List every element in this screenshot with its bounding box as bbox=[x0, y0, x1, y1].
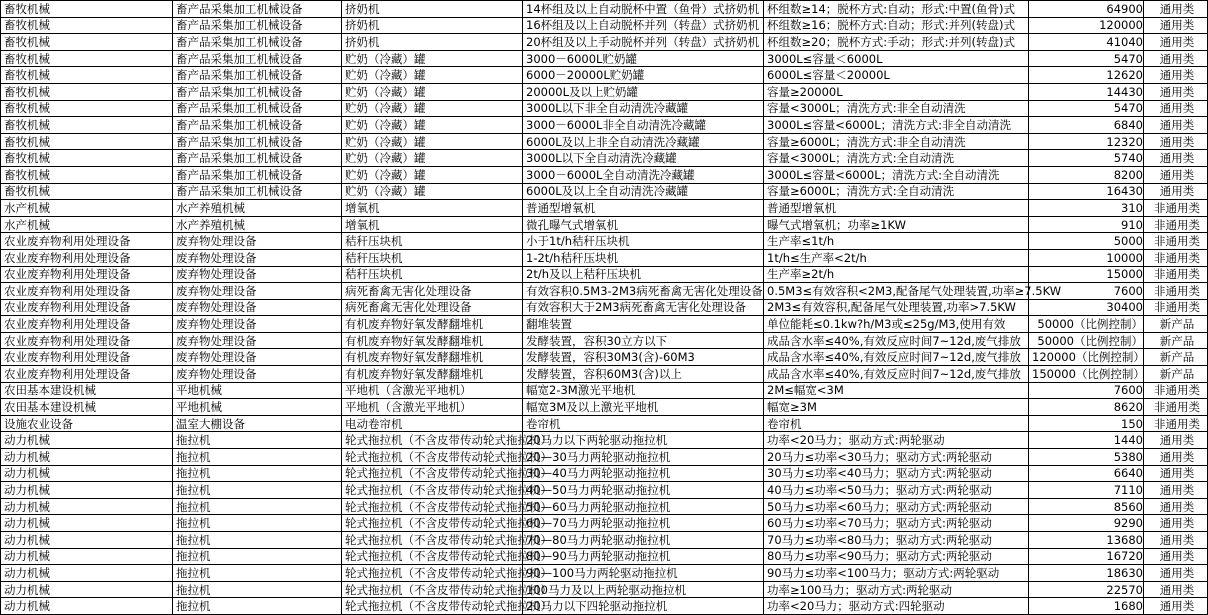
spec-cell[interactable]: 生产率≥2t/h bbox=[764, 266, 1029, 283]
class-cell[interactable]: 通用类 bbox=[1144, 50, 1208, 67]
grade-cell[interactable]: 3000L以下非全自动清洗冷藏罐 bbox=[523, 100, 764, 117]
class-cell[interactable]: 通用类 bbox=[1144, 581, 1208, 598]
class-cell[interactable]: 非通用类 bbox=[1144, 216, 1208, 233]
grade-cell[interactable]: 1-2t/h秸秆压块机 bbox=[523, 249, 764, 266]
class-cell[interactable]: 通用类 bbox=[1144, 548, 1208, 565]
spec-cell[interactable]: 普通型增氧机 bbox=[764, 200, 1029, 217]
spec-cell[interactable]: 容量≥6000L；清洗方式:非全自动清洗 bbox=[764, 133, 1029, 150]
item-cell[interactable]: 有机废弃物好氧发酵翻堆机 bbox=[342, 366, 523, 383]
subcategory-cell[interactable]: 畜产品采集加工机械设备 bbox=[173, 67, 342, 84]
category-cell[interactable]: 畜牧机械 bbox=[1, 67, 173, 84]
subcategory-cell[interactable]: 拖拉机 bbox=[173, 548, 342, 565]
item-cell[interactable]: 电动卷帘机 bbox=[342, 415, 523, 432]
item-cell[interactable]: 挤奶机 bbox=[342, 17, 523, 34]
amount-cell[interactable]: 8620 bbox=[1029, 399, 1144, 416]
table-row bbox=[1, 316, 1208, 333]
amount-cell[interactable]: 5740 bbox=[1029, 150, 1144, 167]
amount-cell[interactable]: 8200 bbox=[1029, 166, 1144, 183]
subcategory-cell[interactable]: 畜产品采集加工机械设备 bbox=[173, 50, 342, 67]
table-row bbox=[1, 1, 1208, 18]
subcategory-cell[interactable]: 水产养殖机械 bbox=[173, 200, 342, 217]
table-row bbox=[1, 382, 1208, 399]
item-cell[interactable]: 贮奶（冷藏）罐 bbox=[342, 150, 523, 167]
amount-cell[interactable]: 18630 bbox=[1029, 565, 1144, 582]
item-cell[interactable]: 增氧机 bbox=[342, 216, 523, 233]
class-cell[interactable]: 通用类 bbox=[1144, 449, 1208, 466]
category-cell[interactable]: 动力机械 bbox=[1, 449, 173, 466]
grade-cell[interactable]: 幅宽2-3M激光平地机 bbox=[523, 382, 764, 399]
spec-cell[interactable]: 90马力≤功率<100马力；驱动方式:两轮驱动 bbox=[764, 565, 1029, 582]
amount-cell[interactable]: 310 bbox=[1029, 200, 1144, 217]
item-cell[interactable]: 贮奶（冷藏）罐 bbox=[342, 133, 523, 150]
subcategory-cell[interactable]: 拖拉机 bbox=[173, 498, 342, 515]
spec-cell[interactable]: 3000L≤容量<6000L；清洗方式:全自动清洗 bbox=[764, 166, 1029, 183]
class-cell[interactable]: 通用类 bbox=[1144, 465, 1208, 482]
grade-cell[interactable]: 3000L以下全自动清洗冷藏罐 bbox=[523, 150, 764, 167]
item-cell[interactable]: 有机废弃物好氧发酵翻堆机 bbox=[342, 349, 523, 366]
category-cell[interactable]: 畜牧机械 bbox=[1, 100, 173, 117]
spec-cell[interactable]: 50马力≤功率<60马力；驱动方式:两轮驱动 bbox=[764, 498, 1029, 515]
category-cell[interactable]: 畜牧机械 bbox=[1, 50, 173, 67]
grade-cell[interactable]: 3000－6000L全自动清洗冷藏罐 bbox=[523, 166, 764, 183]
category-cell[interactable]: 动力机械 bbox=[1, 598, 173, 615]
amount-cell[interactable]: 12620 bbox=[1029, 67, 1144, 84]
grade-cell[interactable]: 发酵装置，容积30立方以下 bbox=[523, 332, 764, 349]
subcategory-cell[interactable]: 废弃物处理设备 bbox=[173, 299, 342, 316]
grade-cell[interactable]: 50—60马力两轮驱动拖拉机 bbox=[523, 498, 764, 515]
class-cell[interactable]: 新产品 bbox=[1144, 366, 1208, 383]
class-cell[interactable]: 非通用类 bbox=[1144, 283, 1208, 300]
spec-cell[interactable]: 功率<20马力；驱动方式:两轮驱动 bbox=[764, 432, 1029, 449]
class-cell[interactable]: 通用类 bbox=[1144, 498, 1208, 515]
grade-cell[interactable]: 20马力以下两轮驱动拖拉机 bbox=[523, 432, 764, 449]
grade-cell[interactable]: 卷帘机 bbox=[523, 415, 764, 432]
grade-cell[interactable]: 翻堆装置 bbox=[523, 316, 764, 333]
category-cell[interactable]: 农业废弃物利用处理设备 bbox=[1, 316, 173, 333]
subcategory-cell[interactable]: 废弃物处理设备 bbox=[173, 316, 342, 333]
spec-cell[interactable]: 40马力≤功率<50马力；驱动方式:两轮驱动 bbox=[764, 482, 1029, 499]
category-cell[interactable]: 农业废弃物利用处理设备 bbox=[1, 233, 173, 250]
table-row bbox=[1, 581, 1208, 598]
category-cell[interactable]: 动力机械 bbox=[1, 498, 173, 515]
item-cell[interactable]: 平地机（含激光平地机） bbox=[342, 382, 523, 399]
amount-cell[interactable]: 12320 bbox=[1029, 133, 1144, 150]
subcategory-cell[interactable]: 畜产品采集加工机械设备 bbox=[173, 183, 342, 200]
amount-cell[interactable]: 5380 bbox=[1029, 449, 1144, 466]
item-cell[interactable]: 轮式拖拉机（不含皮带传动轮式拖拉机） bbox=[342, 515, 523, 532]
class-cell[interactable]: 非通用类 bbox=[1144, 299, 1208, 316]
item-cell[interactable]: 轮式拖拉机（不含皮带传动轮式拖拉机） bbox=[342, 482, 523, 499]
category-cell[interactable]: 畜牧机械 bbox=[1, 34, 173, 51]
table-row bbox=[1, 399, 1208, 416]
grade-cell[interactable]: 16杯组及以上自动脱杯并列（转盘）式挤奶机 bbox=[523, 17, 764, 34]
amount-cell[interactable]: 150 bbox=[1029, 415, 1144, 432]
spec-cell[interactable]: 3000L≤容量＜6000L bbox=[764, 50, 1029, 67]
class-cell[interactable]: 通用类 bbox=[1144, 67, 1208, 84]
grade-cell[interactable]: 90—100马力两轮驱动拖拉机 bbox=[523, 565, 764, 582]
item-cell[interactable]: 病死畜禽无害化处理设备 bbox=[342, 299, 523, 316]
item-cell[interactable]: 贮奶（冷藏）罐 bbox=[342, 166, 523, 183]
table-row bbox=[1, 133, 1208, 150]
subcategory-cell[interactable]: 畜产品采集加工机械设备 bbox=[173, 150, 342, 167]
subcategory-cell[interactable]: 畜产品采集加工机械设备 bbox=[173, 166, 342, 183]
spec-cell[interactable]: 2M≤幅宽<3M bbox=[764, 382, 1029, 399]
item-cell[interactable]: 有机废弃物好氧发酵翻堆机 bbox=[342, 332, 523, 349]
item-cell[interactable]: 有机废弃物好氧发酵翻堆机 bbox=[342, 316, 523, 333]
category-cell[interactable]: 动力机械 bbox=[1, 482, 173, 499]
class-cell[interactable]: 非通用类 bbox=[1144, 399, 1208, 416]
class-cell[interactable]: 非通用类 bbox=[1144, 415, 1208, 432]
grade-cell[interactable]: 30—40马力两轮驱动拖拉机 bbox=[523, 465, 764, 482]
amount-cell[interactable]: 8560 bbox=[1029, 498, 1144, 515]
subcategory-cell[interactable]: 拖拉机 bbox=[173, 581, 342, 598]
item-cell[interactable]: 贮奶（冷藏）罐 bbox=[342, 100, 523, 117]
table-row bbox=[1, 299, 1208, 316]
grade-cell[interactable]: 80—90马力两轮驱动拖拉机 bbox=[523, 548, 764, 565]
subcategory-cell[interactable]: 平地机械 bbox=[173, 382, 342, 399]
subcategory-cell[interactable]: 废弃物处理设备 bbox=[173, 283, 342, 300]
amount-cell[interactable]: 13680 bbox=[1029, 532, 1144, 549]
amount-cell[interactable]: 15000 bbox=[1029, 266, 1144, 283]
amount-cell[interactable]: 64900 bbox=[1029, 1, 1144, 18]
spec-cell[interactable]: 容量≥20000L bbox=[764, 83, 1029, 100]
category-cell[interactable]: 畜牧机械 bbox=[1, 83, 173, 100]
category-cell[interactable]: 动力机械 bbox=[1, 548, 173, 565]
spec-cell[interactable]: 杯组数≥20；脱杯方式:手动；形式:并列(转盘)式 bbox=[764, 34, 1029, 51]
category-cell[interactable]: 水产机械 bbox=[1, 216, 173, 233]
spec-cell[interactable]: 成品含水率≤40%,有效反应时间7~12d,废气排放 bbox=[764, 366, 1029, 383]
grade-cell[interactable]: 20—30马力两轮驱动拖拉机 bbox=[523, 449, 764, 466]
grade-cell[interactable]: 20杯组及以上手动脱杯并列（转盘）式挤奶机 bbox=[523, 34, 764, 51]
table-row bbox=[1, 565, 1208, 582]
class-cell[interactable]: 通用类 bbox=[1144, 34, 1208, 51]
class-cell[interactable]: 非通用类 bbox=[1144, 382, 1208, 399]
subcategory-cell[interactable]: 废弃物处理设备 bbox=[173, 233, 342, 250]
category-cell[interactable]: 畜牧机械 bbox=[1, 133, 173, 150]
item-cell[interactable]: 轮式拖拉机（不含皮带传动轮式拖拉机） bbox=[342, 432, 523, 449]
amount-cell[interactable]: 1440 bbox=[1029, 432, 1144, 449]
category-cell[interactable]: 畜牧机械 bbox=[1, 17, 173, 34]
class-cell[interactable]: 通用类 bbox=[1144, 432, 1208, 449]
grade-cell[interactable]: 20马力以下四轮驱动拖拉机 bbox=[523, 598, 764, 615]
subcategory-cell[interactable]: 拖拉机 bbox=[173, 515, 342, 532]
table-row bbox=[1, 249, 1208, 266]
subcategory-cell[interactable]: 畜产品采集加工机械设备 bbox=[173, 117, 342, 134]
item-cell[interactable]: 贮奶（冷藏）罐 bbox=[342, 83, 523, 100]
subcategory-cell[interactable]: 温室大棚设备 bbox=[173, 415, 342, 432]
table-row bbox=[1, 465, 1208, 482]
category-cell[interactable]: 农业废弃物利用处理设备 bbox=[1, 283, 173, 300]
table-row bbox=[1, 183, 1208, 200]
item-cell[interactable]: 贮奶（冷藏）罐 bbox=[342, 183, 523, 200]
spec-cell[interactable]: 容量<3000L；清洗方式:全自动清洗 bbox=[764, 150, 1029, 167]
amount-cell[interactable]: 22570 bbox=[1029, 581, 1144, 598]
table-row bbox=[1, 449, 1208, 466]
amount-cell[interactable]: 1680 bbox=[1029, 598, 1144, 615]
grade-cell[interactable]: 70—80马力两轮驱动拖拉机 bbox=[523, 532, 764, 549]
item-cell[interactable]: 秸秆压块机 bbox=[342, 266, 523, 283]
amount-cell[interactable]: 6640 bbox=[1029, 465, 1144, 482]
spec-cell[interactable]: 容量<3000L；清洗方式:非全自动清洗 bbox=[764, 100, 1029, 117]
category-cell[interactable]: 动力机械 bbox=[1, 465, 173, 482]
category-cell[interactable]: 动力机械 bbox=[1, 581, 173, 598]
item-cell[interactable]: 轮式拖拉机（不含皮带传动轮式拖拉机） bbox=[342, 498, 523, 515]
class-cell[interactable]: 通用类 bbox=[1144, 1, 1208, 18]
item-cell[interactable]: 轮式拖拉机（不含皮带传动轮式拖拉机） bbox=[342, 548, 523, 565]
subcategory-cell[interactable]: 畜产品采集加工机械设备 bbox=[173, 17, 342, 34]
category-cell[interactable]: 设施农业设备 bbox=[1, 415, 173, 432]
item-cell[interactable]: 轮式拖拉机（不含皮带传动轮式拖拉机） bbox=[342, 532, 523, 549]
category-cell[interactable]: 动力机械 bbox=[1, 565, 173, 582]
amount-cell[interactable]: 16720 bbox=[1029, 548, 1144, 565]
item-cell[interactable]: 病死畜禽无害化处理设备 bbox=[342, 283, 523, 300]
grade-cell[interactable]: 40—50马力两轮驱动拖拉机 bbox=[523, 482, 764, 499]
table-row bbox=[1, 366, 1208, 383]
subcategory-cell[interactable]: 废弃物处理设备 bbox=[173, 249, 342, 266]
amount-cell[interactable]: 5470 bbox=[1029, 100, 1144, 117]
table-row bbox=[1, 50, 1208, 67]
item-cell[interactable]: 增氧机 bbox=[342, 200, 523, 217]
item-cell[interactable]: 贮奶（冷藏）罐 bbox=[342, 117, 523, 134]
grade-cell[interactable]: 发酵装置，容积60M3(含)以上 bbox=[523, 366, 764, 383]
amount-cell[interactable]: 50000（比例控制） bbox=[1029, 316, 1144, 333]
class-cell[interactable]: 新产品 bbox=[1144, 332, 1208, 349]
grade-cell[interactable]: 20000L及以上贮奶罐 bbox=[523, 83, 764, 100]
table-row bbox=[1, 17, 1208, 34]
amount-cell[interactable]: 7600 bbox=[1029, 283, 1144, 300]
class-cell[interactable]: 通用类 bbox=[1144, 515, 1208, 532]
spec-cell[interactable]: 成品含水率≤40%,有效反应时间7~12d,废气排放 bbox=[764, 332, 1029, 349]
spec-cell[interactable]: 生产率≤1t/h bbox=[764, 233, 1029, 250]
grade-cell[interactable]: 6000－20000L贮奶罐 bbox=[523, 67, 764, 84]
category-cell[interactable]: 农业废弃物利用处理设备 bbox=[1, 366, 173, 383]
amount-cell[interactable]: 6840 bbox=[1029, 117, 1144, 134]
spec-cell[interactable]: 30马力≤功率<40马力；驱动方式:两轮驱动 bbox=[764, 465, 1029, 482]
amount-cell[interactable]: 7110 bbox=[1029, 482, 1144, 499]
class-cell[interactable]: 新产品 bbox=[1144, 349, 1208, 366]
category-cell[interactable]: 动力机械 bbox=[1, 515, 173, 532]
item-cell[interactable]: 挤奶机 bbox=[342, 1, 523, 18]
spec-cell[interactable]: 3000L≤容量<6000L；清洗方式:非全自动清洗 bbox=[764, 117, 1029, 134]
subcategory-cell[interactable]: 畜产品采集加工机械设备 bbox=[173, 83, 342, 100]
subcategory-cell[interactable]: 废弃物处理设备 bbox=[173, 266, 342, 283]
class-cell[interactable]: 通用类 bbox=[1144, 598, 1208, 615]
table-row bbox=[1, 349, 1208, 366]
subcategory-cell[interactable]: 拖拉机 bbox=[173, 465, 342, 482]
table-row bbox=[1, 532, 1208, 549]
grade-cell[interactable]: 发酵装置，容积30M3(含)-60M3 bbox=[523, 349, 764, 366]
class-cell[interactable]: 通用类 bbox=[1144, 183, 1208, 200]
spec-cell[interactable]: 曝气式增氧机；功率≥1KW bbox=[764, 216, 1029, 233]
item-cell[interactable]: 轮式拖拉机（不含皮带传动轮式拖拉机） bbox=[342, 449, 523, 466]
category-cell[interactable]: 农业废弃物利用处理设备 bbox=[1, 249, 173, 266]
class-cell[interactable]: 非通用类 bbox=[1144, 233, 1208, 250]
subcategory-cell[interactable]: 拖拉机 bbox=[173, 565, 342, 582]
table-row bbox=[1, 482, 1208, 499]
spec-cell[interactable]: 60马力≤功率<70马力；驱动方式:两轮驱动 bbox=[764, 515, 1029, 532]
spec-cell[interactable]: 功率<20马力；驱动方式:四轮驱动 bbox=[764, 598, 1029, 615]
table-row bbox=[1, 216, 1208, 233]
amount-cell[interactable]: 9290 bbox=[1029, 515, 1144, 532]
subcategory-cell[interactable]: 拖拉机 bbox=[173, 598, 342, 615]
spec-cell[interactable]: 单位能耗≤0.1kw?h/M3或≤25g/M3,使用有效 bbox=[764, 316, 1029, 333]
amount-cell[interactable]: 41040 bbox=[1029, 34, 1144, 51]
spec-cell[interactable]: 功率≥100马力；驱动方式:两轮驱动 bbox=[764, 581, 1029, 598]
item-cell[interactable]: 秸秆压块机 bbox=[342, 233, 523, 250]
class-cell[interactable]: 通用类 bbox=[1144, 83, 1208, 100]
table-row bbox=[1, 332, 1208, 349]
item-cell[interactable]: 轮式拖拉机（不含皮带传动轮式拖拉机） bbox=[342, 598, 523, 615]
table-row bbox=[1, 166, 1208, 183]
class-cell[interactable]: 通用类 bbox=[1144, 133, 1208, 150]
subcategory-cell[interactable]: 水产养殖机械 bbox=[173, 216, 342, 233]
spec-cell[interactable]: 1t/h≤生产率<2t/h bbox=[764, 249, 1029, 266]
item-cell[interactable]: 秸秆压块机 bbox=[342, 249, 523, 266]
class-cell[interactable]: 通用类 bbox=[1144, 17, 1208, 34]
category-cell[interactable]: 动力机械 bbox=[1, 432, 173, 449]
spec-cell[interactable]: 70马力≤功率<80马力；驱动方式:两轮驱动 bbox=[764, 532, 1029, 549]
table-row bbox=[1, 200, 1208, 217]
spec-cell[interactable]: 容量≥6000L；清洗方式:全自动清洗 bbox=[764, 183, 1029, 200]
category-cell[interactable]: 动力机械 bbox=[1, 532, 173, 549]
grade-cell[interactable]: 2t/h及以上秸秆压块机 bbox=[523, 266, 764, 283]
subcategory-cell[interactable]: 废弃物处理设备 bbox=[173, 349, 342, 366]
subcategory-cell[interactable]: 畜产品采集加工机械设备 bbox=[173, 133, 342, 150]
category-cell[interactable]: 农田基本建设机械 bbox=[1, 382, 173, 399]
spec-cell[interactable]: 0.5M3≤有效容积<2M3,配备尾气处理装置,功率≥7.5KW bbox=[764, 283, 1029, 300]
class-cell[interactable]: 非通用类 bbox=[1144, 249, 1208, 266]
grade-cell[interactable]: 100马力及以上两轮驱动拖拉机 bbox=[523, 581, 764, 598]
grade-cell[interactable]: 60—70马力两轮驱动拖拉机 bbox=[523, 515, 764, 532]
class-cell[interactable]: 新产品 bbox=[1144, 316, 1208, 333]
category-cell[interactable]: 农业废弃物利用处理设备 bbox=[1, 332, 173, 349]
amount-cell[interactable]: 7600 bbox=[1029, 382, 1144, 399]
spec-cell[interactable]: 2M3≤有效容积,配备尾气处理装置,功率>7.5KW bbox=[764, 299, 1029, 316]
category-cell[interactable]: 农田基本建设机械 bbox=[1, 399, 173, 416]
class-cell[interactable]: 通用类 bbox=[1144, 150, 1208, 167]
table-row bbox=[1, 34, 1208, 51]
table-row bbox=[1, 283, 1208, 300]
grade-cell[interactable]: 微孔曝气式增氧机 bbox=[523, 216, 764, 233]
amount-cell[interactable]: 120000 bbox=[1029, 17, 1144, 34]
table-row bbox=[1, 432, 1208, 449]
class-cell[interactable]: 通用类 bbox=[1144, 117, 1208, 134]
amount-cell[interactable]: 14430 bbox=[1029, 83, 1144, 100]
amount-cell[interactable]: 5470 bbox=[1029, 50, 1144, 67]
item-cell[interactable]: 贮奶（冷藏）罐 bbox=[342, 67, 523, 84]
amount-cell[interactable]: 30400 bbox=[1029, 299, 1144, 316]
category-cell[interactable]: 水产机械 bbox=[1, 200, 173, 217]
grade-cell[interactable]: 6000L及以上非全自动清洗冷藏罐 bbox=[523, 133, 764, 150]
category-cell[interactable]: 农业废弃物利用处理设备 bbox=[1, 299, 173, 316]
grade-cell[interactable]: 普通型增氧机 bbox=[523, 200, 764, 217]
category-cell[interactable]: 农业废弃物利用处理设备 bbox=[1, 266, 173, 283]
item-cell[interactable]: 贮奶（冷藏）罐 bbox=[342, 50, 523, 67]
table-row bbox=[1, 498, 1208, 515]
subcategory-cell[interactable]: 拖拉机 bbox=[173, 449, 342, 466]
spec-cell[interactable]: 卷帘机 bbox=[764, 415, 1029, 432]
class-cell[interactable]: 非通用类 bbox=[1144, 200, 1208, 217]
table-row bbox=[1, 83, 1208, 100]
item-cell[interactable]: 轮式拖拉机（不含皮带传动轮式拖拉机） bbox=[342, 581, 523, 598]
subcategory-cell[interactable]: 拖拉机 bbox=[173, 532, 342, 549]
table-row bbox=[1, 233, 1208, 250]
subcategory-cell[interactable]: 畜产品采集加工机械设备 bbox=[173, 1, 342, 18]
category-cell[interactable]: 畜牧机械 bbox=[1, 117, 173, 134]
grade-cell[interactable]: 幅宽3M及以上激光平地机 bbox=[523, 399, 764, 416]
item-cell[interactable]: 平地机（含激光平地机） bbox=[342, 399, 523, 416]
item-cell[interactable]: 挤奶机 bbox=[342, 34, 523, 51]
grade-cell[interactable]: 14杯组及以上自动脱杯中置（鱼骨）式挤奶机 bbox=[523, 1, 764, 18]
spec-cell[interactable]: 80马力≤功率<90马力；驱动方式:两轮驱动 bbox=[764, 548, 1029, 565]
subcategory-cell[interactable]: 畜产品采集加工机械设备 bbox=[173, 100, 342, 117]
spec-cell[interactable]: 杯组数≥16；脱杯方式:自动；形式:并列(转盘)式 bbox=[764, 17, 1029, 34]
spec-cell[interactable]: 杯组数≥14；脱杯方式:自动；形式:中置(鱼骨)式 bbox=[764, 1, 1029, 18]
subcategory-cell[interactable]: 拖拉机 bbox=[173, 432, 342, 449]
class-cell[interactable]: 非通用类 bbox=[1144, 266, 1208, 283]
amount-cell[interactable]: 120000（比例控制） bbox=[1029, 349, 1144, 366]
class-cell[interactable]: 通用类 bbox=[1144, 100, 1208, 117]
class-cell[interactable]: 通用类 bbox=[1144, 532, 1208, 549]
subcategory-cell[interactable]: 畜产品采集加工机械设备 bbox=[173, 34, 342, 51]
grade-cell[interactable]: 有效容积大于2M3病死畜禽无害化处理设备 bbox=[523, 299, 764, 316]
table-row bbox=[1, 515, 1208, 532]
amount-cell[interactable]: 150000（比例控制） bbox=[1029, 366, 1144, 383]
table-row bbox=[1, 415, 1208, 432]
grade-cell[interactable]: 有效容积0.5M3-2M3病死畜禽无害化处理设备 bbox=[523, 283, 764, 300]
amount-cell[interactable]: 910 bbox=[1029, 216, 1144, 233]
subcategory-cell[interactable]: 平地机械 bbox=[173, 399, 342, 416]
table-row bbox=[1, 548, 1208, 565]
amount-cell[interactable]: 50000（比例控制） bbox=[1029, 332, 1144, 349]
table-row bbox=[1, 117, 1208, 134]
category-cell[interactable]: 农业废弃物利用处理设备 bbox=[1, 349, 173, 366]
table-row bbox=[1, 100, 1208, 117]
grade-cell[interactable]: 小于1t/h秸秆压块机 bbox=[523, 233, 764, 250]
category-cell[interactable]: 畜牧机械 bbox=[1, 1, 173, 18]
amount-cell[interactable]: 10000 bbox=[1029, 249, 1144, 266]
table-row bbox=[1, 150, 1208, 167]
table-row bbox=[1, 67, 1208, 84]
table-row bbox=[1, 598, 1208, 615]
subcategory-cell[interactable]: 废弃物处理设备 bbox=[173, 366, 342, 383]
amount-cell[interactable]: 5000 bbox=[1029, 233, 1144, 250]
subcategory-cell[interactable]: 拖拉机 bbox=[173, 482, 342, 499]
item-cell[interactable]: 轮式拖拉机（不含皮带传动轮式拖拉机） bbox=[342, 565, 523, 582]
grade-cell[interactable]: 3000－6000L贮奶罐 bbox=[523, 50, 764, 67]
category-cell[interactable]: 畜牧机械 bbox=[1, 150, 173, 167]
class-cell[interactable]: 通用类 bbox=[1144, 482, 1208, 499]
subcategory-cell[interactable]: 废弃物处理设备 bbox=[173, 332, 342, 349]
spec-cell[interactable]: 幅宽≥3M bbox=[764, 399, 1029, 416]
class-cell[interactable]: 通用类 bbox=[1144, 166, 1208, 183]
spec-cell[interactable]: 成品含水率≤40%,有效反应时间7~12d,废气排放 bbox=[764, 349, 1029, 366]
amount-cell[interactable]: 16430 bbox=[1029, 183, 1144, 200]
category-cell[interactable]: 畜牧机械 bbox=[1, 183, 173, 200]
grade-cell[interactable]: 6000L及以上全自动清洗冷藏罐 bbox=[523, 183, 764, 200]
table-row bbox=[1, 266, 1208, 283]
spec-cell[interactable]: 20马力≤功率<30马力；驱动方式:两轮驱动 bbox=[764, 449, 1029, 466]
item-cell[interactable]: 轮式拖拉机（不含皮带传动轮式拖拉机） bbox=[342, 465, 523, 482]
grade-cell[interactable]: 3000－6000L非全自动清洗冷藏罐 bbox=[523, 117, 764, 134]
spec-cell[interactable]: 6000L≤容量＜20000L bbox=[764, 67, 1029, 84]
category-cell[interactable]: 畜牧机械 bbox=[1, 166, 173, 183]
class-cell[interactable]: 通用类 bbox=[1144, 565, 1208, 582]
